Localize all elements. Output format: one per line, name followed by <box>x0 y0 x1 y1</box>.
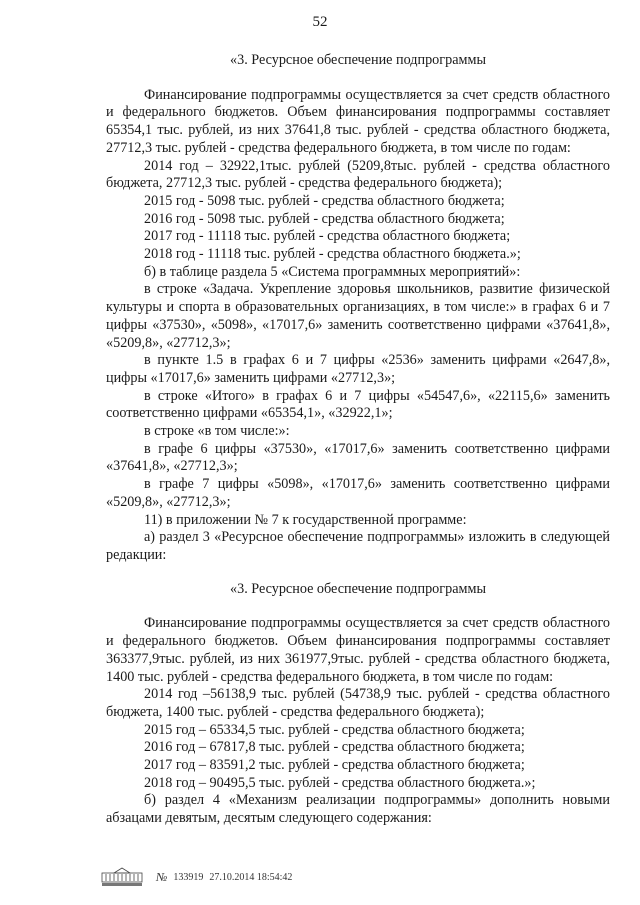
paragraph: б) раздел 4 «Механизм реализации подпрограммы» дополнить новыми абзацами девятым, десятым следующего содержания: <box>106 792 610 827</box>
section-heading-2: «3. Ресурсное обеспечение подпрограммы <box>230 580 486 597</box>
page-number: 52 <box>312 14 328 30</box>
paragraph: 2018 год – 90495,5 тыс. рублей - средства областного бюджета.»; <box>144 774 536 791</box>
paragraph: 2018 год - 11118 тыс. рублей - средства областного бюджета.»; <box>144 246 521 263</box>
paragraph: в строке «Итого» в графах 6 и 7 цифры «54547,6», «22115,6» заменить соответственно цифрами «65354,1», «32922,1»; <box>106 387 610 422</box>
paragraph: 2015 год - 5098 тыс. рублей - средства областного бюджета; <box>144 192 505 209</box>
paragraph: 2016 год – 67817,8 тыс. рублей - средства областного бюджета; <box>144 739 525 756</box>
paragraph: Финансирование подпрограммы осуществляется за счет средств областного и федерального бюджетов. Объем финансирования подпрограммы составляет 65354,1 тыс. рублей, из них 37641,8 тыс. рублей - средства областного бюджета, 27712,3 тыс. рублей - средства федерального бюджета, в том числе по годам: <box>106 86 610 156</box>
paragraph: а) раздел 3 «Ресурсное обеспечение подпрограммы» изложить в следующей редакции: <box>106 529 610 563</box>
document-timestamp: 27.10.2014 18:54:42 <box>209 871 293 883</box>
paragraph: 2015 год – 65334,5 тыс. рублей - средства областного бюджета; <box>144 721 525 738</box>
document-footer <box>100 865 292 889</box>
paragraph: 11) в приложении № 7 к государственной программе: <box>144 511 467 528</box>
paragraph: в пункте 1.5 в графах 6 и 7 цифры «2536» заменить цифрами «2647,8», цифры «17017,6» заменить цифрами «27712,3»; <box>106 352 610 386</box>
paragraph: в графе 7 цифры «5098», «17017,6» заменить соответственно цифрами «5209,8», «27712,3»; <box>106 476 610 510</box>
paragraph: Финансирование подпрограммы осуществляется за счет средств областного и федерального бюджетов. Объем финансирования подпрограммы составляет 363377,9тыс. рублей, из них 361977,9тыс. рублей - средства областного бюджета, 1400 тыс. рублей - средства федерального бюджета, в том числе по годам: <box>106 615 610 685</box>
paragraph: б) в таблице раздела 5 «Система программных мероприятий»: <box>144 263 521 280</box>
paragraph: 2016 год - 5098 тыс. рублей - средства областного бюджета; <box>144 210 505 227</box>
paragraph: в графе 6 цифры «37530», «17017,6» заменить соответственно цифрами «37641,8», «27712,3»; <box>106 440 610 475</box>
paragraph: 2017 год - 11118 тыс. рублей - средства областного бюджета; <box>144 228 511 245</box>
document-code: 133919 <box>173 871 204 883</box>
section-heading-1: «3. Ресурсное обеспечение подпрограммы <box>230 52 486 68</box>
paragraph: 2014 год –56138,9 тыс. рублей (54738,9 тыс. рублей - средства областного бюджета, 1400 тыс. рублей - средства федерального бюджета); <box>106 686 610 720</box>
paragraph: в строке «в том числе:»: <box>144 423 290 440</box>
number-sign: № <box>156 869 168 884</box>
paragraph: в строке «Задача. Укрепление здоровья школьников, развитие физической культуры и спорта в образовательных организациях, в том числе:» в графах 6 и 7 цифры «37530», «5098», «17017,6» заменить соответственно цифрами «37641,8», «5209,8», «27712,3»; <box>106 281 610 351</box>
paragraph: 2014 год – 32922,1тыс. рублей (5209,8тыс. рублей - средства областного бюджета, 27712,3 тыс. рублей - средства федерального бюджета); <box>106 157 610 192</box>
paragraph: 2017 год – 83591,2 тыс. рублей - средства областного бюджета; <box>144 757 525 774</box>
document-body <box>106 52 610 828</box>
government-logo <box>100 867 144 887</box>
